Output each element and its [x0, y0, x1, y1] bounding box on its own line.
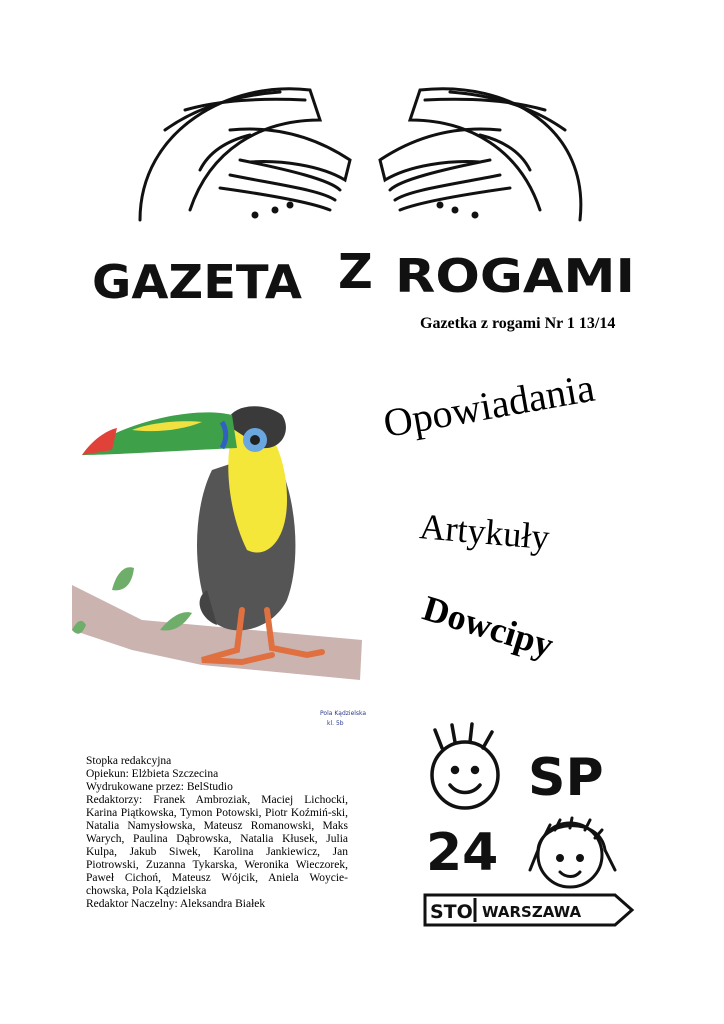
masthead-logo	[80, 70, 650, 320]
logo-warszawa-text: WARSZAWA	[482, 903, 582, 921]
credits-heading: Stopka redakcyjna	[86, 755, 172, 767]
editorial-credits	[86, 755, 348, 911]
girl-face-icon	[530, 818, 615, 887]
masthead-word-z: Z	[338, 244, 373, 300]
logo-sp-text: SP	[528, 748, 604, 808]
credits-editor-in-chief: Redaktor Naczelny: Aleksandra Białek	[86, 898, 266, 910]
drawing-signature-name: Pola Kądzielska	[320, 710, 367, 717]
drawing-signature-class: kl. 5b	[327, 720, 344, 727]
left-horn-icon	[140, 89, 350, 220]
masthead-word-rogami: ROGAMI	[395, 249, 635, 303]
section-jokes: Dowcipy	[418, 587, 559, 666]
credits-guardian: Opiekun: Elżbieta Szczecina	[86, 768, 219, 780]
masthead-word-gazeta: GAZETA	[92, 255, 303, 309]
section-articles: Artykuły	[418, 506, 552, 558]
school-logo	[420, 720, 640, 935]
toucan-drawing	[72, 330, 367, 730]
toucan-icon	[72, 330, 367, 730]
credits-editors: Redaktorzy: Franek Ambroziak, Maciej Lichocki, Karina Piątkowska, Tymon Potowski, Piotr Koźmiń-ski, Natalia Namysłowska, Mateusz Romanowski, Maks Warych, Paulina Dąbrowska, Natalia Kłusek, Julia Kulpa, Jakub Siwek, Karolina Jankiewicz, Jan Piotrowski, Zuzanna Tykarska, Weronika Wieczorek, Paweł Cichoń, Mateusz Wójcik, Aniela Woycie-chowska, Pola Kądzielska	[86, 794, 348, 897]
credits-printer: Wydrukowane przez: BelStudio	[86, 781, 233, 793]
section-stories: Opowiadania	[380, 364, 598, 447]
right-horn-icon	[380, 89, 581, 220]
logo-sto-text: STO	[430, 901, 473, 923]
logo-24-text: 24	[426, 823, 499, 883]
smiley-face-icon	[432, 724, 498, 808]
issue-number: Gazetka z rogami Nr 1 13/14	[420, 315, 616, 332]
